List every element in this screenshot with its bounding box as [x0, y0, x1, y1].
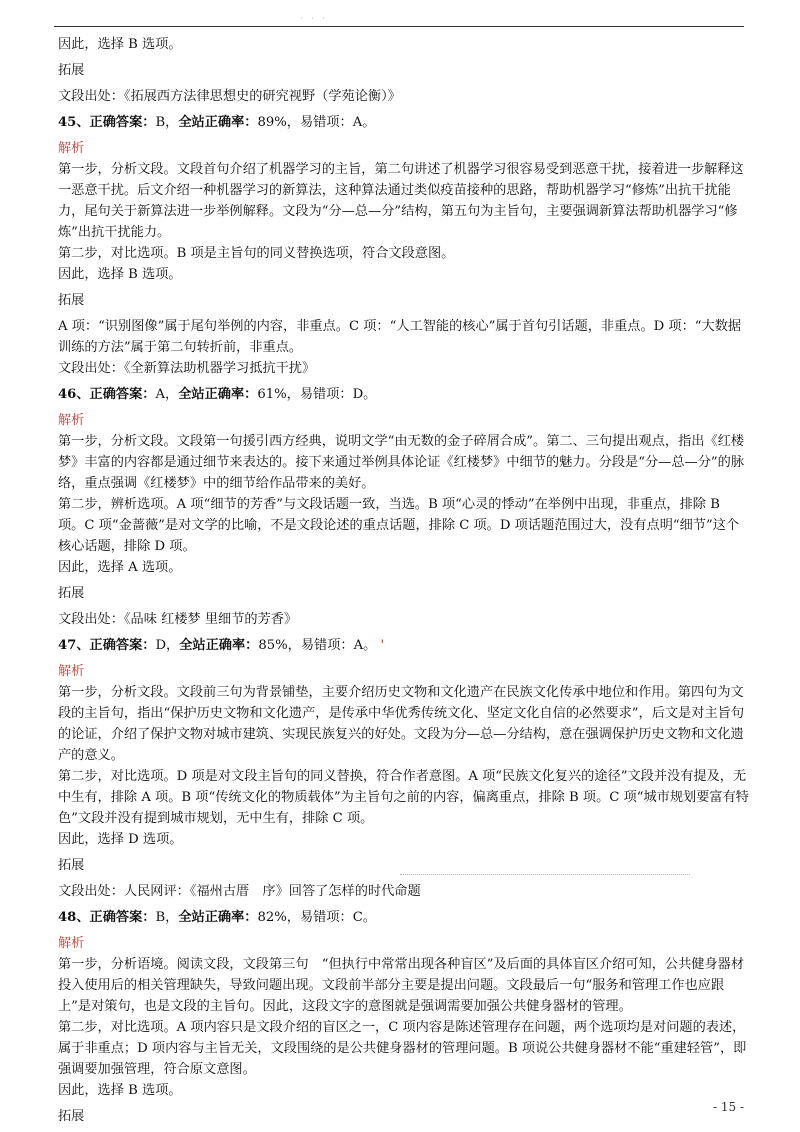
- q45-expand: A 项：“识别图像”属于尾句举例的内容，非重点。C 项：“人工智能的核心”属于首句引话题，非重点。D 项：“大数据训练的方法”属于第二句转折前，非重点。: [58, 319, 742, 355]
- q47-jiexi: 解析: [58, 664, 85, 679]
- q48-answer-line: [58, 907, 750, 928]
- q45-num: 45、: [58, 115, 90, 130]
- q46-answer-line: [58, 384, 750, 405]
- faint-scan-line: [400, 874, 690, 875]
- q47-step2: 第二步，对比选项。D 项是对文段主旨句的同义替换，符合作者意图。A 项“民族文化复兴的途径”文段并没有提及，无中生有，排除 A 项。B 项“传统文化的物质载体”为主旨句之前的内容，偏离重点，排除 B 项。C 项“城市规划要富有特色”文段并没有提到城市规划，无中生有，排除 C 项。: [58, 769, 749, 826]
- q46-expand-title: 拓展: [58, 586, 85, 601]
- header-rule: [54, 26, 744, 27]
- q45-step2: 第二步，对比选项。B 项是主旨句的同义替换选项，符合文段意图。: [58, 246, 455, 261]
- q46-rate: 61%，易错项：D。: [257, 387, 377, 402]
- header-mark: · · ·: [300, 14, 328, 23]
- q47-rate: 85%，易错项：A。: [258, 638, 377, 653]
- q47-mark: ': [380, 638, 385, 653]
- q47-num: 47、: [58, 638, 90, 653]
- q46-step1: 第一步，分析文段。文段第一句援引西方经典，说明文学“由无数的金子碎屑合成”。第二、三句提出观点，指出《红楼梦》丰富的内容都是通过细节来表达的。接下来通过举例具体论证《红楼梦》中细节的魅力。分段是“分—总—分”的脉络，重点强调《红楼梦》中的细节给作品带来的美好。: [58, 434, 745, 491]
- q44-source: 文段出处：《拓展西方法律思想史的研究视野（学苑论衡）》: [58, 89, 401, 104]
- q44-expand-title: 拓展: [58, 63, 85, 78]
- q48-step1: 第一步，分析语境。阅读文段，文段第三句 “但执行中常常出现各种盲区”及后面的具体盲区介绍可知，公共健身器材投入使用后的相关管理缺失，导致问题出现。文段前半部分主要是提出问题。文段最后一句“服务和管理工作也应跟上”是对策句，也是文段的主旨句。因此，这段文字的意图就是强调需要加强公共健身器材的管理。: [58, 957, 745, 1014]
- q44-conclusion: 因此，选择 B 选项。: [58, 37, 182, 52]
- document-body: [58, 34, 750, 1127]
- q45-answer-line: [58, 112, 750, 133]
- q46-jiexi: 解析: [58, 413, 85, 428]
- q45-ans: B，: [155, 115, 179, 130]
- q48-rate-label: 全站正确率：: [178, 910, 258, 925]
- q47-ans-label: 正确答案：: [89, 638, 156, 653]
- q46-ans-label: 正确答案：: [89, 387, 156, 402]
- q47-conclusion: 因此，选择 D 选项。: [58, 832, 183, 847]
- q47-rate-label: 全站正确率：: [179, 638, 259, 653]
- q47-ans: D，: [155, 638, 180, 653]
- q45-expand-title: 拓展: [58, 293, 85, 308]
- q48-step2: 第二步，对比选项。A 项内容只是文段介绍的盲区之一，C 项内容是陈述管理存在问题，两个选项均是对问题的表述，属于非重点；D 项内容与主旨无关，文段围绕的是公共健身器材的管理问题。B 项说公共健身器材不能“重建轻管”，即强调要加强管理，符合原文意图。: [58, 1020, 747, 1077]
- q48-jiexi: 解析: [58, 936, 85, 951]
- q48-conclusion: 因此，选择 B 选项。: [58, 1083, 182, 1098]
- q48-rate: 82%，易错项：C。: [257, 910, 377, 925]
- q46-rate-label: 全站正确率：: [178, 387, 258, 402]
- q46-ans: A，: [155, 387, 179, 402]
- q45-rate-label: 全站正确率：: [178, 115, 258, 130]
- q48-num: 48、: [58, 910, 90, 925]
- q48-ans-label: 正确答案：: [89, 910, 156, 925]
- q47-source: 文段出处：人民网评：《福州古厝 序》回答了怎样的时代命题: [58, 884, 421, 899]
- q45-step1: 第一步，分析文段。文段首句介绍了机器学习的主旨，第二句讲述了机器学习很容易受到恶意干扰，接着进一步解释这一恶意干扰。后文介绍一种机器学习的新算法，这种算法通过类似疫苗接种的思路，帮助机器学习“修炼”出抗干扰能力，尾句关于新算法进一步举例解释。文段为“分—总—分”结构，第五句为主旨句，主要强调新算法帮助机器学习“修炼”出抗干扰能力。: [58, 162, 744, 240]
- q45-ans-label: 正确答案：: [89, 115, 156, 130]
- q45-conclusion: 因此，选择 B 选项。: [58, 267, 182, 282]
- q47-step1: 第一步，分析文段。文段前三句为背景铺垫，主要介绍历史文物和文化遗产在民族文化传承中地位和作用。第四句为文段的主旨句，指出“保护历史文物和文化遗产，是传承中华优秀传统文化、坚定文化自信的必然要求”，后文是对主旨句的论证，介绍了保护文物对城市建筑、实现民族复兴的好处。文段为分—总—分结构，意在强调保护历史文物和文化遗产的意义。: [58, 685, 745, 763]
- q46-conclusion: 因此，选择 A 选项。: [58, 560, 182, 575]
- q45-source: 文段出处：《全新算法助机器学习抵抗干扰》: [58, 361, 316, 376]
- q47-expand-title: 拓展: [58, 858, 85, 873]
- q45-jiexi: 解析: [58, 141, 85, 156]
- q46-step2: 第二步，辨析选项。A 项“细节的芳香”与文段话题一致，当选。B 项“心灵的悸动”在举例中出现，非重点，排除 B 项。C 项“金蔷薇”是对文学的比喻，不是文段论述的重点话题，排除 C 项。D 项话题范围过大，没有点明“细节”这个核心话题，排除 D 项。: [58, 497, 740, 554]
- q47-answer-line: [58, 635, 750, 656]
- q46-num: 46、: [58, 387, 90, 402]
- q48-ans: B，: [155, 910, 179, 925]
- q46-source: 文段出处：《品味 红楼梦 里细节的芳香》: [58, 612, 298, 627]
- q48-expand-title: 拓展: [58, 1109, 85, 1124]
- page-number: - 15 -: [712, 1100, 744, 1114]
- q45-rate: 89%，易错项：A。: [257, 115, 376, 130]
